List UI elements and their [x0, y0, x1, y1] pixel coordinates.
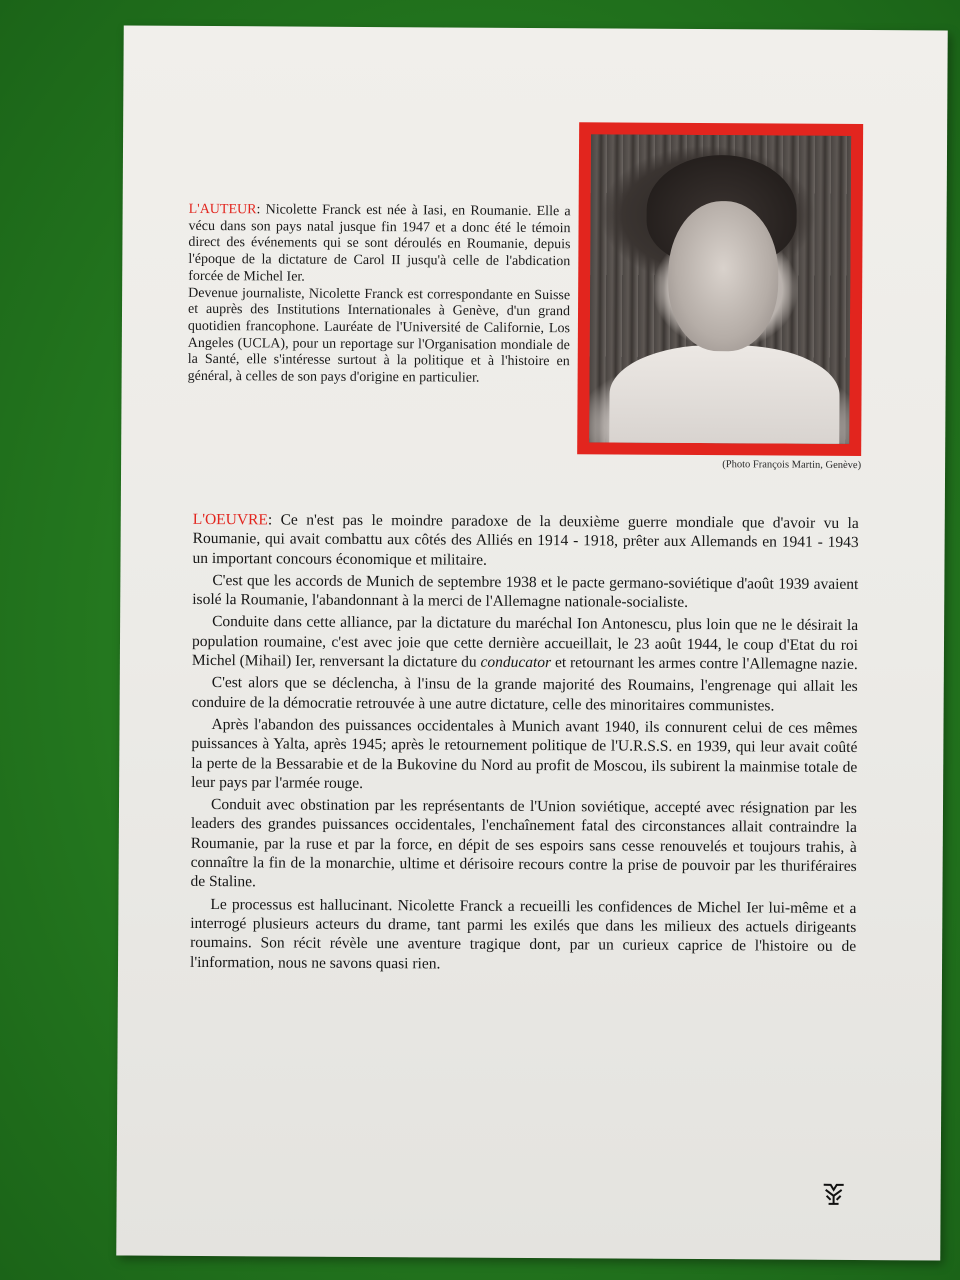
author-paragraph-1	[188, 202, 571, 288]
photo-caption: (Photo François Martin, Genève)	[722, 459, 862, 472]
author-text-2: Devenue journaliste, Nicolette Franck est correspondante en Suisse et auprès des Institutions Internationales à Genève, d'un grand quotidien francophone. Lauréate de l'Université de Californie, Los Angeles (UCLA), pour un reportage sur l'Organisation mondiale de la Santé, elle s'intéresse surtout à la politique et à l'histoire en général, à celles de son pays d'origine en particulier.	[187, 285, 571, 386]
work-paragraph-1	[192, 510, 858, 572]
work-heading: L'OEUVRE	[192, 510, 268, 529]
author-heading: L'AUTEUR	[188, 201, 257, 218]
work-text-3-italic: conducator	[480, 653, 552, 672]
work-paragraph-7: Le processus est hallucinant. Nicolette Franck a recueilli les confidences de Michel Ier lui-même et a interrogé plusieurs acteurs du drame, tant parmi les exilés que dans les milieux des actuels dirigeants roumains. Son récit révèle une aventure tragique dont, par un curieux caprice de l'histoire ou de l'information, nous ne savons quasi rien.	[189, 895, 857, 972]
work-paragraph-4: C'est alors que se déclencha, à l'insu de la grande majorité des Roumains, l'engrenage qui allait les conduire de la démocratie retrouvée à une autre dictature, celle des minoritaires communistes.	[191, 674, 858, 715]
author-photo	[589, 134, 851, 444]
photo-blouse	[609, 344, 840, 443]
work-paragraph-5: Après l'abandon des puissances occidentales à Munich avant 1940, ils connurent celui de ces mêmes puissances à Yalta, après 1945; après le retournement politique de l'U.R.S.S. en 1939, qui leur avait coûté la perte de la Bessarabie et de la Bukovine du Nord au profit de Moscou, ils subirent la mainmise totale de leur pays par l'armée rouge.	[191, 716, 858, 792]
work-paragraph-6: Conduit avec obstination par les représentants de l'Union soviétique, accepté avec résignation par les leaders des grandes puissances occidentales, l'enchaînement fatal des circonstances allait contraindre la Roumanie, par la ruse et par la force, en dépit de ses espoirs sans cesse renouvelés et toujours trahis, à connaître la fin de la monarchie, ultime et dérisoire recours contre la prise de pouvoir par les thuriféraires de Staline.	[190, 796, 858, 891]
work-description	[190, 510, 859, 979]
publisher-logo-icon	[821, 1182, 847, 1206]
work-paragraph-2: C'est que les accords de Munich de septembre 1938 et le pacte germano-soviétique d'août 1939 avaient isolé la Roumanie, l'abandonnant à la merci de l'Allemagne nationale-socialiste.	[192, 571, 859, 612]
book-back-cover	[116, 25, 947, 1260]
work-paragraph-3	[192, 612, 858, 674]
work-text-3a: Conduite dans cette alliance, par la dictature du maréchal Ion Antonescu, plus loin que ne le désirait la population roumaine, c'est avec joie que cette dernière accueillait, le 23 août 1944, le coup d'Etat du roi Michel (Mihail) Ier, renversant la dictature du	[191, 613, 859, 671]
work-text-1: : Ce n'est pas le moindre paradoxe de la deuxième guerre mondiale que d'avoir vu la Roumanie, qui avait combattu aux côtés des Alliés en 1914 - 1918, prêter aux Allemands en 1941 - 1943 un important concours économique et militaire.	[192, 511, 859, 569]
author-bio	[188, 202, 571, 388]
author-text-1: : Nicolette Franck est née à Iasi, en Roumanie. Elle a vécu dans son pays natal jusque fin 1947 et a donc été le témoin direct des événements qui se sont déroulés en Roumanie, depuis l'époque de la dictature de Carol II jusqu'à celle de l'abdication forcée de Michel Ier.	[188, 202, 571, 285]
photo-face	[668, 201, 779, 352]
author-photo-frame	[577, 122, 863, 456]
work-text-3b: et retournant les armes contre l'Allemagne nazie.	[551, 654, 858, 674]
